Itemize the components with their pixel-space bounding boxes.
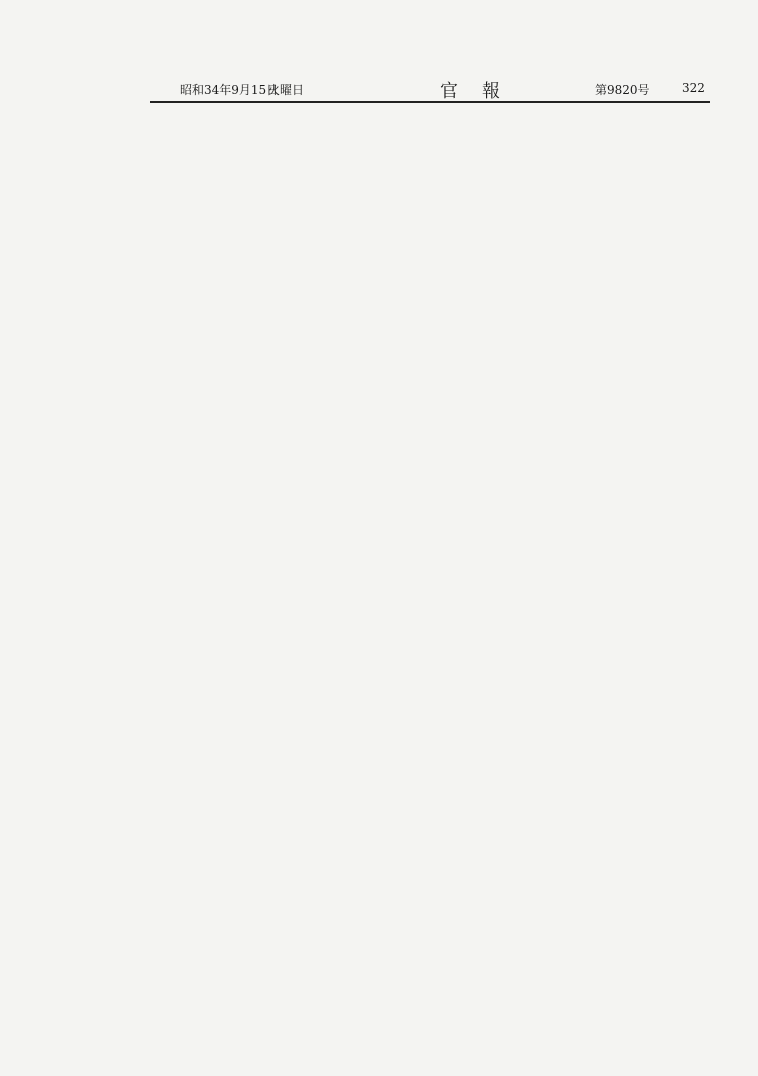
page-number: 322 [682, 81, 705, 95]
body-text-area [20, 108, 740, 1068]
issue-date: 昭和34年9月15日 [180, 83, 279, 97]
gazette-header [150, 79, 710, 103]
weekday: 火曜日 [268, 83, 305, 97]
gazette-title: 官報 [440, 81, 524, 102]
issue-number: 第9820号 [595, 83, 650, 97]
